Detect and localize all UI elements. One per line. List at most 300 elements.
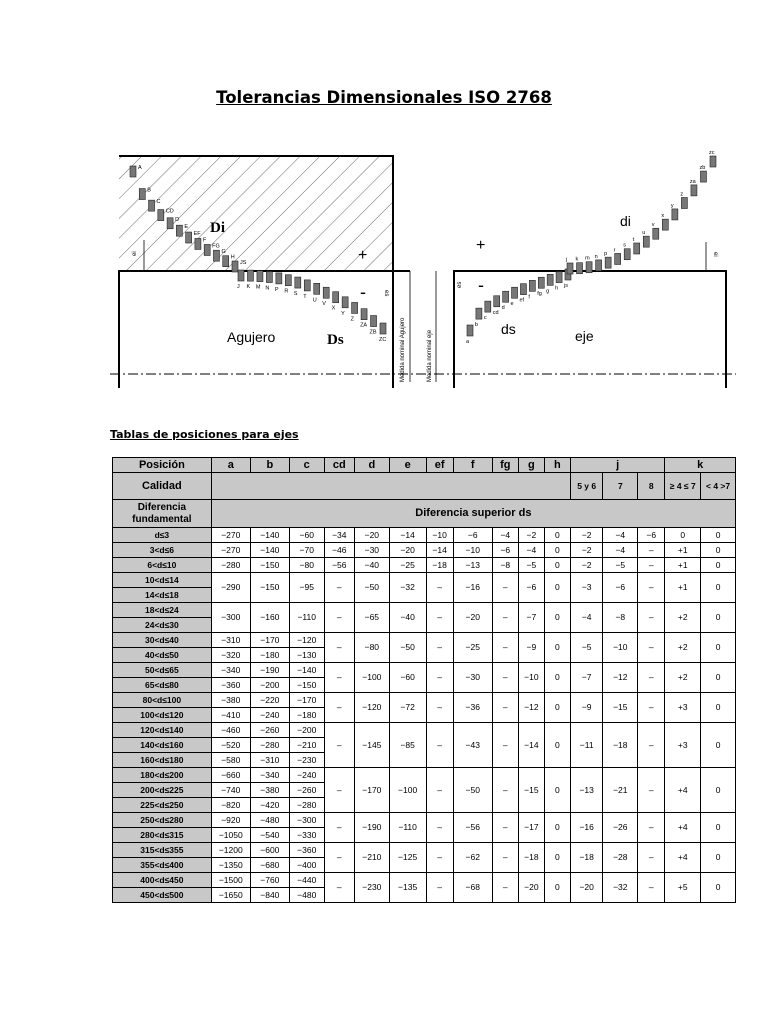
cell-j: −4: [603, 528, 638, 543]
cell-g: −12: [518, 693, 544, 723]
cell-d: −145: [354, 723, 389, 768]
shaft-nominal-label: Medida nominal eje: [427, 329, 433, 382]
cell-b: −140: [250, 528, 289, 543]
cell-d: −120: [354, 693, 389, 723]
header-j-quality: 7: [603, 473, 638, 500]
cell-e: −100: [389, 768, 426, 813]
header-letter: h: [544, 458, 570, 473]
shaft-lower-letter: cd: [492, 309, 499, 316]
cell-e: −85: [389, 723, 426, 768]
hole-lower-zone-box: [352, 302, 358, 313]
cell-c: −70: [289, 543, 324, 558]
cell-j: –: [638, 768, 665, 813]
cell-j: −4: [570, 603, 603, 633]
hole-lower-letter: R: [284, 288, 289, 295]
cell-fg: –: [492, 573, 518, 603]
hole-upper-letter: A: [138, 165, 142, 171]
cell-c: −200: [289, 723, 324, 738]
cell-k: +5: [665, 873, 701, 903]
size-range-label: 6<d≤10: [113, 558, 212, 573]
cell-j: −18: [570, 843, 603, 873]
cell-b: −180: [250, 648, 289, 663]
hole-lower-zone-box: [295, 277, 301, 288]
cell-b: −310: [250, 753, 289, 768]
cell-d: −30: [354, 543, 389, 558]
cell-j: −7: [570, 663, 603, 693]
cell-j: −6: [638, 528, 665, 543]
size-range-label: 250<d≤280: [113, 813, 212, 828]
shaft-lower-zone-box: [547, 274, 553, 285]
cell-c: −300: [289, 813, 324, 828]
cell-e: −50: [389, 633, 426, 663]
hole-lower-zone-box: [285, 275, 291, 286]
cell-ef: −14: [426, 543, 453, 558]
size-range-label: d≤3: [113, 528, 212, 543]
cell-g: −9: [518, 633, 544, 663]
hole-lower-letter: P: [274, 286, 279, 293]
cell-j: −18: [603, 723, 638, 768]
cell-fg: −8: [492, 558, 518, 573]
cell-f: −25: [453, 633, 492, 663]
header-letter: fg: [492, 458, 518, 473]
hole-upper-zone-box: [195, 238, 201, 249]
cell-k: 0: [701, 873, 736, 903]
shaft-lower-letter: g: [546, 288, 550, 295]
cell-k: 0: [701, 633, 736, 663]
hole-lower-letter: K: [246, 284, 251, 291]
shaft-lower-letter: h: [555, 285, 559, 292]
hole-lower-zone-box: [323, 287, 329, 298]
cell-b: −140: [250, 543, 289, 558]
shaft-upper-letter: m: [585, 255, 590, 262]
cell-ef: −10: [426, 528, 453, 543]
cell-j: −5: [570, 633, 603, 663]
shaft-lower-letter: e: [510, 301, 514, 308]
hole-lower-zone-box: [361, 309, 367, 320]
cell-fg: –: [492, 843, 518, 873]
cell-e: −110: [389, 813, 426, 843]
cell-g: −4: [518, 543, 544, 558]
cell-k: +1: [665, 558, 701, 573]
shaft-upper-letter: s: [623, 242, 626, 249]
hole-upper-zone-box: [232, 261, 238, 272]
hole-lower-letter: ZC: [379, 337, 387, 343]
shaft-upper-letter: k: [575, 256, 579, 263]
cell-b: −380: [250, 783, 289, 798]
cell-c: −120: [289, 633, 324, 648]
cell-j: –: [638, 603, 665, 633]
cell-j: −3: [570, 573, 603, 603]
cell-j: −2: [570, 543, 603, 558]
hole-lower-zone-box: [342, 297, 348, 308]
cell-ef: −18: [426, 558, 453, 573]
cell-fg: –: [492, 873, 518, 903]
shaft-lower-zone-box: [494, 296, 500, 307]
hole-lower-letter: T: [303, 293, 307, 300]
cell-k: 0: [701, 558, 736, 573]
cell-cd: –: [324, 693, 354, 723]
shaft-upper-zone-box: [586, 262, 592, 273]
cell-a: −1050: [211, 828, 250, 843]
hole-upper-zone-box: [223, 256, 229, 267]
hole-es-marker: es: [383, 290, 389, 297]
size-range-label: 450<d≤500: [113, 888, 212, 903]
cell-j: –: [638, 663, 665, 693]
cell-a: −270: [211, 528, 250, 543]
size-range-label: 160<d≤180: [113, 753, 212, 768]
hole-upper-zone-box: [167, 218, 173, 229]
cell-a: −920: [211, 813, 250, 828]
shaft-lower-zone-box: [529, 280, 535, 291]
shaft-lower-zone-box: [485, 301, 491, 312]
shaft-label: eje: [575, 328, 594, 344]
cell-a: −660: [211, 768, 250, 783]
cell-k: +1: [665, 543, 701, 558]
shaft-upper-zone-box: [624, 249, 630, 260]
hole-upper-letter: CD: [165, 208, 174, 215]
cell-k: +1: [665, 573, 701, 603]
cell-f: −30: [453, 663, 492, 693]
shaft-upper-zone-box: [577, 263, 583, 274]
size-range-label: 65<d≤80: [113, 678, 212, 693]
cell-d: −50: [354, 573, 389, 603]
shaft-lower-zone-box: [467, 325, 473, 336]
cell-j: −20: [570, 873, 603, 903]
size-range-label: 355<d≤400: [113, 858, 212, 873]
cell-g: −2: [518, 528, 544, 543]
cell-ef: –: [426, 573, 453, 603]
cell-h: 0: [544, 813, 570, 843]
cell-cd: –: [324, 573, 354, 603]
cell-k: 0: [701, 573, 736, 603]
hole-lower-letter: M: [255, 284, 261, 291]
cell-a: −520: [211, 738, 250, 753]
shaft-minus-sign: -: [478, 275, 484, 295]
cell-f: −16: [453, 573, 492, 603]
cell-k: +2: [665, 663, 701, 693]
shaft-upper-letter: z: [680, 191, 684, 198]
cell-j: −2: [570, 528, 603, 543]
cell-j: −9: [570, 693, 603, 723]
hole-lower-zone-box: [304, 280, 310, 291]
cell-c: −60: [289, 528, 324, 543]
cell-b: −260: [250, 723, 289, 738]
shaft-position-table: [112, 457, 736, 903]
size-range-label: 400<d≤450: [113, 873, 212, 888]
cell-b: −480: [250, 813, 289, 828]
hole-Di-label: Di: [210, 220, 225, 236]
cell-a: −410: [211, 708, 250, 723]
size-range-label: 30<d≤40: [113, 633, 212, 648]
shaft-upper-zone-box: [662, 219, 668, 230]
shaft-upper-zone-box: [691, 185, 697, 196]
size-range-label: 3<d≤6: [113, 543, 212, 558]
shaft-upper-letter: zc: [709, 150, 715, 156]
cell-cd: –: [324, 603, 354, 633]
size-range-label: 100<d≤120: [113, 708, 212, 723]
cell-k: 0: [701, 723, 736, 768]
cell-cd: –: [324, 813, 354, 843]
header-letter: ef: [426, 458, 453, 473]
size-range-label: 14<d≤18: [113, 588, 212, 603]
cell-f: −10: [453, 543, 492, 558]
empty-quality-cell: [211, 473, 570, 500]
cell-h: 0: [544, 873, 570, 903]
cell-b: −190: [250, 663, 289, 678]
cell-f: −56: [453, 813, 492, 843]
cell-j: −11: [570, 723, 603, 768]
hole-lower-letter: Y: [341, 310, 345, 317]
size-range-label: 225<d≤250: [113, 798, 212, 813]
hole-lower-zone-box: [333, 292, 339, 303]
hole-upper-letter: D: [175, 216, 180, 223]
cell-a: −300: [211, 603, 250, 633]
cell-a: −320: [211, 648, 250, 663]
table-subtitle: Tablas de posiciones para ejes: [110, 428, 299, 441]
cell-j: –: [638, 843, 665, 873]
cell-k: 0: [701, 543, 736, 558]
header-posicion: Posición: [113, 458, 212, 473]
header-calidad: Calidad: [113, 473, 212, 500]
shaft-upper-zone-box: [567, 263, 573, 274]
cell-g: −6: [518, 573, 544, 603]
cell-b: −240: [250, 708, 289, 723]
cell-cd: –: [324, 873, 354, 903]
cell-j: –: [638, 813, 665, 843]
cell-h: 0: [544, 768, 570, 813]
hole-upper-zone-box: [204, 244, 210, 255]
cell-b: −600: [250, 843, 289, 858]
cell-a: −460: [211, 723, 250, 738]
cell-h: 0: [544, 843, 570, 873]
hole-upper-letter: FG: [212, 243, 220, 250]
hole-upper-zone-box: [158, 210, 164, 221]
cell-d: −230: [354, 873, 389, 903]
header-letter: g: [518, 458, 544, 473]
cell-j: −2: [570, 558, 603, 573]
cell-c: −440: [289, 873, 324, 888]
cell-j: –: [638, 693, 665, 723]
cell-b: −420: [250, 798, 289, 813]
hole-lower-letter: ZB: [369, 329, 377, 336]
cell-a: −1650: [211, 888, 250, 903]
cell-g: −15: [518, 768, 544, 813]
cell-d: −20: [354, 528, 389, 543]
cell-c: −280: [289, 798, 324, 813]
cell-ef: –: [426, 813, 453, 843]
cell-c: −330: [289, 828, 324, 843]
shaft-upper-zone-box: [596, 260, 602, 271]
cell-g: −10: [518, 663, 544, 693]
cell-a: −290: [211, 573, 250, 603]
shaft-upper-letter: r: [613, 247, 616, 254]
cell-k: +4: [665, 813, 701, 843]
shaft-upper-zone-box: [710, 156, 716, 167]
hole-ei-marker: ei: [132, 251, 138, 256]
cell-j: −10: [603, 633, 638, 663]
cell-h: 0: [544, 543, 570, 558]
header-letter: j: [570, 458, 664, 473]
cell-b: −170: [250, 633, 289, 648]
cell-c: −140: [289, 663, 324, 678]
cell-f: −20: [453, 603, 492, 633]
header-j-quality: 8: [638, 473, 665, 500]
cell-d: −210: [354, 843, 389, 873]
cell-fg: −6: [492, 543, 518, 558]
hole-upper-letter: EF: [193, 231, 201, 238]
cell-c: −80: [289, 558, 324, 573]
size-range-label: 120<d≤140: [113, 723, 212, 738]
cell-k: +2: [665, 633, 701, 663]
cell-f: −50: [453, 768, 492, 813]
cell-j: −28: [603, 843, 638, 873]
hole-lower-letter: N: [265, 285, 270, 292]
shaft-upper-letter: n: [594, 253, 598, 260]
cell-c: −130: [289, 648, 324, 663]
header-j-quality: 5 y 6: [570, 473, 603, 500]
cell-c: −210: [289, 738, 324, 753]
cell-a: −310: [211, 633, 250, 648]
cell-a: −340: [211, 663, 250, 678]
cell-j: –: [638, 543, 665, 558]
cell-j: –: [638, 723, 665, 768]
cell-g: −14: [518, 723, 544, 768]
hole-upper-zone-box: [139, 189, 145, 200]
cell-b: −840: [250, 888, 289, 903]
hole-upper-letter: B: [147, 187, 151, 194]
shaft-es-marker: es: [457, 281, 463, 288]
header-letter: e: [389, 458, 426, 473]
cell-a: −740: [211, 783, 250, 798]
cell-a: −360: [211, 678, 250, 693]
cell-h: 0: [544, 603, 570, 633]
hole-lower-zone-box: [266, 272, 272, 283]
hole-lower-zone-box: [276, 273, 282, 284]
cell-g: −17: [518, 813, 544, 843]
cell-e: −20: [389, 543, 426, 558]
cell-j: −16: [570, 813, 603, 843]
hole-plus-sign: +: [358, 247, 368, 264]
cell-c: −95: [289, 573, 324, 603]
cell-k: 0: [701, 813, 736, 843]
cell-j: −21: [603, 768, 638, 813]
cell-j: −4: [603, 543, 638, 558]
header-k-quality: ≥ 4 ≤ 7: [665, 473, 701, 500]
cell-e: −25: [389, 558, 426, 573]
cell-j: –: [638, 873, 665, 903]
header-letter: k: [665, 458, 736, 473]
cell-a: −580: [211, 753, 250, 768]
cell-c: −260: [289, 783, 324, 798]
cell-g: −20: [518, 873, 544, 903]
cell-g: −5: [518, 558, 544, 573]
cell-fg: –: [492, 603, 518, 633]
cell-b: −200: [250, 678, 289, 693]
cell-e: −125: [389, 843, 426, 873]
cell-ef: –: [426, 603, 453, 633]
shaft-di-label: di: [620, 213, 631, 229]
hole-upper-letter: JS: [240, 260, 247, 266]
cell-c: −400: [289, 858, 324, 873]
cell-fg: –: [492, 768, 518, 813]
hole-nominal-label: Medida nominal Agujero: [400, 317, 406, 382]
cell-d: −170: [354, 768, 389, 813]
shaft-upper-letter: p: [604, 251, 608, 258]
size-range-label: 24<d≤30: [113, 618, 212, 633]
shaft-upper-zone-box: [653, 228, 659, 239]
header-ds: Diferencia superior ds: [211, 500, 735, 528]
cell-b: −540: [250, 828, 289, 843]
cell-b: −280: [250, 738, 289, 753]
cell-c: −240: [289, 768, 324, 783]
header-diferencia: Diferencia fundamental: [113, 500, 212, 528]
hole-lower-letter: U: [312, 297, 317, 304]
shaft-upper-zone-box: [605, 257, 611, 268]
cell-f: −68: [453, 873, 492, 903]
cell-g: −7: [518, 603, 544, 633]
cell-h: 0: [544, 633, 570, 663]
size-range-label: 140<d≤160: [113, 738, 212, 753]
tolerance-position-diagram: [110, 148, 736, 388]
hole-upper-zone-box: [149, 200, 155, 211]
header-letter: c: [289, 458, 324, 473]
shaft-lower-letter: f: [528, 294, 530, 301]
cell-d: −40: [354, 558, 389, 573]
cell-k: +4: [665, 768, 701, 813]
hole-lower-letter: V: [322, 301, 326, 308]
shaft-upper-letter: t: [632, 236, 635, 243]
cell-a: −1200: [211, 843, 250, 858]
cell-k: +3: [665, 693, 701, 723]
shaft-upper-letter: za: [689, 178, 696, 185]
cell-k: +3: [665, 723, 701, 768]
cell-e: −72: [389, 693, 426, 723]
shaft-lower-zone-box: [556, 272, 562, 283]
cell-fg: –: [492, 633, 518, 663]
shaft-upper-zone-box: [615, 253, 621, 264]
shaft-upper-letter: zb: [699, 165, 706, 172]
cell-fg: –: [492, 723, 518, 768]
cell-b: −680: [250, 858, 289, 873]
cell-cd: −34: [324, 528, 354, 543]
cell-j: −13: [570, 768, 603, 813]
cell-f: −62: [453, 843, 492, 873]
shaft-ei-marker: ei: [712, 252, 718, 257]
shaft-upper-zone-box: [681, 198, 687, 209]
cell-h: 0: [544, 693, 570, 723]
header-letter: cd: [324, 458, 354, 473]
size-range-label: 10<d≤14: [113, 573, 212, 588]
hole-lower-letter: Z: [350, 316, 354, 323]
hole-upper-letter: C: [156, 199, 161, 206]
cell-h: 0: [544, 663, 570, 693]
shaft-upper-letter: x: [661, 213, 665, 220]
shaft-upper-letter: j: [566, 257, 568, 263]
shaft-upper-zone-box: [643, 236, 649, 247]
hole-lower-letter: S: [293, 291, 298, 298]
hole-lower-letter: X: [331, 305, 336, 312]
size-range-label: 315<d≤355: [113, 843, 212, 858]
hole-upper-letter: G: [221, 249, 226, 256]
cell-b: −220: [250, 693, 289, 708]
hole-lower-zone-box: [380, 323, 386, 334]
cell-k: 0: [665, 528, 701, 543]
size-range-label: 18<d≤24: [113, 603, 212, 618]
cell-ef: –: [426, 873, 453, 903]
shaft-ds-label: ds: [501, 321, 516, 337]
cell-c: −480: [289, 888, 324, 903]
cell-e: −14: [389, 528, 426, 543]
